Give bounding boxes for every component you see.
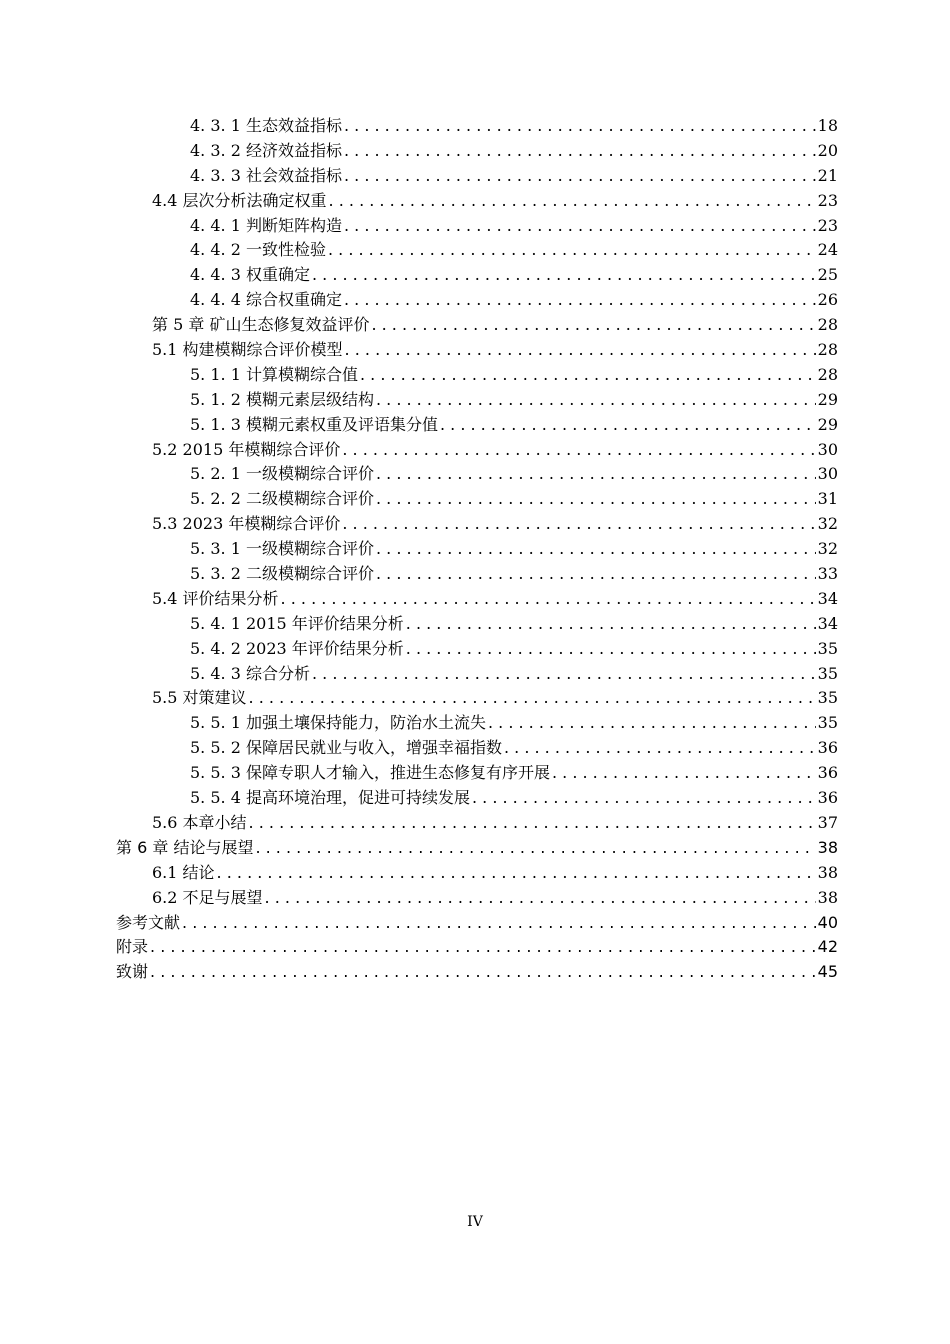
toc-entry[interactable] <box>116 836 838 861</box>
toc-entry-title: 5. 4. 3 综合分析 <box>190 663 310 683</box>
toc-entry-page: 18 <box>817 116 838 135</box>
toc-entry[interactable] <box>116 214 838 239</box>
toc-entry-title: 5. 5. 4 提高环境治理，促进可持续发展 <box>190 788 470 808</box>
toc-entry-title: 5. 3. 2 二级模糊综合评价 <box>190 564 374 584</box>
toc-entry-page: 23 <box>817 190 838 210</box>
toc-dot-leader <box>150 935 816 960</box>
toc-entry-title: 4. 4. 1 判断矩阵构造 <box>190 215 342 235</box>
toc-entry[interactable] <box>116 413 838 438</box>
toc-entry-page: 42 <box>817 937 838 957</box>
toc-entry-title: 4. 3. 2 经济效益指标 <box>190 140 342 160</box>
toc-entry-title: 5. 5. 3 保障专职人才输入，推进生态修复有序开展 <box>190 763 550 783</box>
toc-entry-page: 36 <box>817 788 838 808</box>
toc-dot-leader <box>249 811 816 836</box>
toc-entry[interactable] <box>116 313 838 338</box>
toc-entry[interactable] <box>116 686 838 711</box>
toc-entry-page: 38 <box>817 862 838 882</box>
toc-entry[interactable] <box>116 363 838 388</box>
toc-entry-title: 4. 4. 2 一致性检验 <box>190 240 326 260</box>
toc-dot-leader <box>342 512 815 537</box>
toc-entry-title: 参考文献 <box>116 912 181 932</box>
toc-entry[interactable] <box>116 761 838 786</box>
toc-dot-leader <box>344 164 816 189</box>
toc-entry-title: 4.4 层次分析法确定权重 <box>152 190 327 210</box>
toc-dot-leader <box>312 263 816 288</box>
toc-entry-title: 5. 1. 1 计算模糊综合值 <box>190 364 358 384</box>
toc-entry[interactable] <box>116 164 838 189</box>
toc-entry-page: 35 <box>817 638 838 658</box>
toc-entry[interactable] <box>116 114 838 139</box>
toc-dot-leader <box>255 836 815 861</box>
toc-entry-page: 32 <box>817 514 838 534</box>
toc-entry-page: 33 <box>817 564 838 584</box>
toc-entry[interactable] <box>116 612 838 637</box>
toc-dot-leader <box>360 363 816 388</box>
toc-entry-page: 34 <box>817 613 838 633</box>
toc-entry-title: 5.1 构建模糊综合评价模型 <box>152 340 343 360</box>
toc-entry-title: 5.4 评价结果分析 <box>152 588 279 608</box>
toc-dot-leader <box>182 911 816 936</box>
toc-entry-page: 45 <box>817 962 838 982</box>
toc-dot-leader <box>344 214 816 239</box>
page-number: IV <box>467 1214 483 1230</box>
toc-entry[interactable] <box>116 537 838 562</box>
toc-entry[interactable] <box>116 189 838 214</box>
toc-dot-leader <box>328 238 816 263</box>
toc-entry[interactable] <box>116 438 838 463</box>
toc-entry[interactable] <box>116 562 838 587</box>
toc-dot-leader <box>249 686 816 711</box>
toc-entry-title: 5. 1. 3 模糊元素权重及评语集分值 <box>190 414 438 434</box>
toc-entry-page: 35 <box>817 663 838 683</box>
toc-dot-leader <box>552 761 816 786</box>
toc-entry-page: 26 <box>817 290 838 310</box>
toc-dot-leader <box>488 711 816 736</box>
toc-entry-title: 第 5 章 矿山生态修复效益评价 <box>152 315 370 335</box>
toc-dot-leader <box>376 562 816 587</box>
toc-entry-title: 5. 2. 2 二级模糊综合评价 <box>190 489 374 509</box>
toc-entry[interactable] <box>116 637 838 662</box>
toc-entry-page: 35 <box>817 688 838 708</box>
toc-entry[interactable] <box>116 886 838 911</box>
toc-entry[interactable] <box>116 238 838 263</box>
toc-dot-leader <box>345 338 816 363</box>
toc-entry-page: 30 <box>817 439 838 459</box>
toc-dot-leader <box>344 139 816 164</box>
toc-entry-page: 36 <box>817 738 838 758</box>
toc-dot-leader <box>150 960 816 985</box>
toc-dot-leader <box>344 114 816 139</box>
toc-entry-title: 5.2 2015 年模糊综合评价 <box>152 439 341 459</box>
toc-dot-leader <box>406 612 816 637</box>
toc-entry[interactable] <box>116 487 838 512</box>
toc-dot-leader <box>329 189 816 214</box>
toc-entry-page: 35 <box>817 713 838 733</box>
toc-dot-leader <box>281 587 816 612</box>
toc-dot-leader <box>344 288 816 313</box>
toc-entry-page: 29 <box>817 414 838 434</box>
toc-entry-page: 40 <box>817 912 838 932</box>
toc-entry-title: 5.5 对策建议 <box>152 688 247 708</box>
toc-entry-page: 31 <box>817 489 838 509</box>
toc-dot-leader <box>371 313 815 338</box>
toc-entry-page: 36 <box>817 763 838 783</box>
toc-dot-leader <box>265 886 816 911</box>
toc-entry-page: 23 <box>817 215 838 235</box>
toc-entry-title: 致谢 <box>116 962 149 982</box>
toc-entry-page: 38 <box>817 887 838 907</box>
toc-entry-title: 附录 <box>116 937 149 957</box>
toc-entry-title: 4. 4. 3 权重确定 <box>190 265 310 285</box>
toc-entry-page: 28 <box>817 364 838 384</box>
toc-dot-leader <box>440 413 816 438</box>
toc-entry-title: 6.2 不足与展望 <box>152 887 263 907</box>
toc-entry[interactable] <box>116 911 838 936</box>
toc-entry-page: 20 <box>817 140 838 160</box>
toc-entry-page: 24 <box>817 240 838 260</box>
toc-entry[interactable] <box>116 388 838 413</box>
toc-entry-page: 37 <box>817 812 838 832</box>
toc-entry-title: 5.3 2023 年模糊综合评价 <box>152 514 341 534</box>
toc-entry-page: 28 <box>817 340 838 360</box>
toc-entry-title: 4. 3. 3 社会效益指标 <box>190 165 342 185</box>
toc-dot-leader <box>217 861 816 886</box>
toc-entry-page: 32 <box>817 539 838 559</box>
toc-entry[interactable] <box>116 711 838 736</box>
toc-entry-page: 28 <box>817 315 838 335</box>
toc-entry-page: 29 <box>817 389 838 409</box>
toc-entry-title: 5. 2. 1 一级模糊综合评价 <box>190 464 374 484</box>
toc-dot-leader <box>376 537 816 562</box>
toc-dot-leader <box>376 462 816 487</box>
toc-entry[interactable] <box>116 662 838 687</box>
toc-entry-page: 34 <box>817 588 838 608</box>
toc-entry-title: 5. 5. 2 保障居民就业与收入，增强幸福指数 <box>190 738 502 758</box>
toc-entry-title: 4. 4. 4 综合权重确定 <box>190 290 342 310</box>
toc-entry-title: 4. 3. 1 生态效益指标 <box>190 116 342 135</box>
toc-entry-title: 5.6 本章小结 <box>152 812 247 832</box>
table-of-contents <box>116 114 838 985</box>
toc-entry[interactable] <box>116 288 838 313</box>
toc-dot-leader <box>406 637 816 662</box>
toc-entry-page: 21 <box>817 165 838 185</box>
toc-entry-title: 6.1 结论 <box>152 862 215 882</box>
toc-entry[interactable] <box>116 861 838 886</box>
toc-dot-leader <box>504 736 816 761</box>
toc-entry-title: 5. 5. 1 加强土壤保持能力，防治水土流失 <box>190 713 486 733</box>
toc-entry[interactable] <box>116 263 838 288</box>
toc-entry[interactable] <box>116 736 838 761</box>
toc-entry-page: 38 <box>817 837 838 857</box>
toc-dot-leader <box>376 487 816 512</box>
toc-entry[interactable] <box>116 587 838 612</box>
toc-entry-page: 25 <box>817 265 838 285</box>
toc-entry[interactable] <box>116 960 838 985</box>
toc-entry-title: 5. 1. 2 模糊元素层级结构 <box>190 389 374 409</box>
toc-entry[interactable] <box>116 935 838 960</box>
toc-entry-title: 5. 3. 1 一级模糊综合评价 <box>190 539 374 559</box>
toc-entry-title: 5. 4. 1 2015 年评价结果分析 <box>190 613 404 633</box>
toc-dot-leader <box>312 662 816 687</box>
toc-entry-title: 第 6 章 结论与展望 <box>116 837 254 857</box>
toc-dot-leader <box>376 388 816 413</box>
toc-entry[interactable] <box>116 512 838 537</box>
toc-dot-leader <box>342 438 815 463</box>
toc-entry[interactable] <box>116 811 838 836</box>
toc-entry[interactable] <box>116 462 838 487</box>
toc-dot-leader <box>472 786 816 811</box>
toc-entry-page: 30 <box>817 464 838 484</box>
toc-entry[interactable] <box>116 786 838 811</box>
toc-entry[interactable] <box>116 139 838 164</box>
toc-entry[interactable] <box>116 338 838 363</box>
toc-entry-title: 5. 4. 2 2023 年评价结果分析 <box>190 638 404 658</box>
